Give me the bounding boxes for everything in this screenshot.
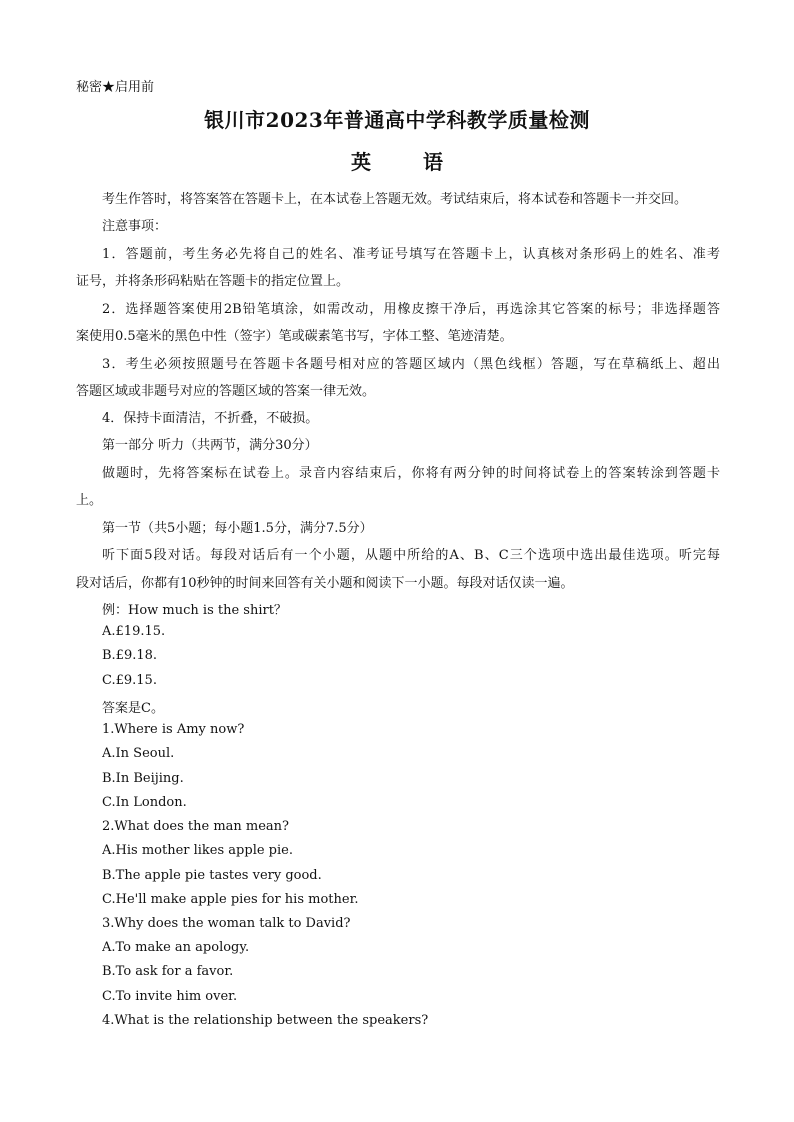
example-answer: 答案是C。	[102, 701, 164, 716]
note-3-line-1: 3．考生必须按照题号在答题卡各题号相对应的答题区域内（黑色线框）答题，写在草稿纸上、超出	[102, 357, 720, 372]
note-2-line-1: 2．选择题答案使用2B铅笔填涂，如需改动，用橡皮擦干净后，再选涂其它答案的标号；非选择题答	[102, 302, 720, 317]
question-2-option-b: B.The apple pie tastes very good.	[102, 868, 322, 883]
example-option-b: B.£9.18.	[102, 648, 158, 663]
section-1-title: 第一节（共5小题；每小题1.5分，满分7.5分）	[102, 521, 373, 536]
section-1-desc-line-2: 段对话后，你都有10秒钟的时间来回答有关小题和阅读下一小题。每段对话仅读一遍。	[76, 576, 574, 591]
question-2-option-a: A.His mother likes apple pie.	[102, 843, 293, 858]
confidential-label: 秘密★启用前	[76, 80, 155, 95]
intro-text: 考生作答时，将答案答在答题卡上，在本试卷上答题无效。考试结束后，将本试卷和答题卡一并交回。	[102, 192, 688, 207]
example-option-a: A.£19.15.	[102, 624, 166, 639]
question-1-option-a: A.In Seoul.	[102, 746, 175, 761]
notes-title: 注意事项：	[102, 219, 168, 234]
note-3-line-2: 答题区域或非题号对应的答题区域的答案一律无效。	[76, 384, 376, 399]
exam-title: 银川市2023年普通高中学科教学质量检测	[204, 108, 590, 132]
question-3: 3.Why does the woman talk to David?	[102, 916, 351, 931]
part-1-desc-line-1: 做题时，先将答案标在试卷上。录音内容结束后，你将有两分钟的时间将试卷上的答案转涂到答题卡	[102, 466, 720, 481]
part-1-desc-line-2: 上。	[76, 493, 103, 508]
example-question: 例：How much is the shirt？	[102, 603, 287, 618]
note-4: 4．保持卡面清洁，不折叠，不破损。	[102, 411, 319, 426]
question-1-option-c: C.In London.	[102, 795, 187, 810]
question-1: 1.Where is Amy now?	[102, 722, 245, 737]
question-3-option-b: B.To ask for a favor.	[102, 964, 234, 979]
note-2-line-2: 案使用0.5毫米的黑色中性（签字）笔或碳素笔书写，字体工整、笔迹清楚。	[76, 329, 513, 344]
question-4: 4.What is the relationship between the speakers?	[102, 1013, 429, 1028]
question-3-option-a: A.To make an apology.	[102, 940, 250, 955]
question-1-option-b: B.In Beijing.	[102, 771, 184, 786]
question-2-option-c: C.He'll make apple pies for his mother.	[102, 892, 359, 907]
example-option-c: C.£9.15.	[102, 673, 157, 688]
part-1-title: 第一部分 听力（共两节，满分30分）	[102, 438, 318, 453]
subject-title: 英 语	[351, 150, 459, 174]
section-1-desc-line-1: 听下面5段对话。每段对话后有一个小题，从题中所给的A、B、C三个选项中选出最佳选项。听完每	[102, 548, 720, 563]
question-2: 2.What does the man mean?	[102, 819, 290, 834]
note-1-line-2: 证号，并将条形码粘贴在答题卡的指定位置上。	[76, 274, 350, 289]
note-1-line-1: 1．答题前，考生务必先将自己的姓名、准考证号填写在答题卡上，认真核对条形码上的姓名、准考	[102, 247, 720, 262]
question-3-option-c: C.To invite him over.	[102, 989, 238, 1004]
